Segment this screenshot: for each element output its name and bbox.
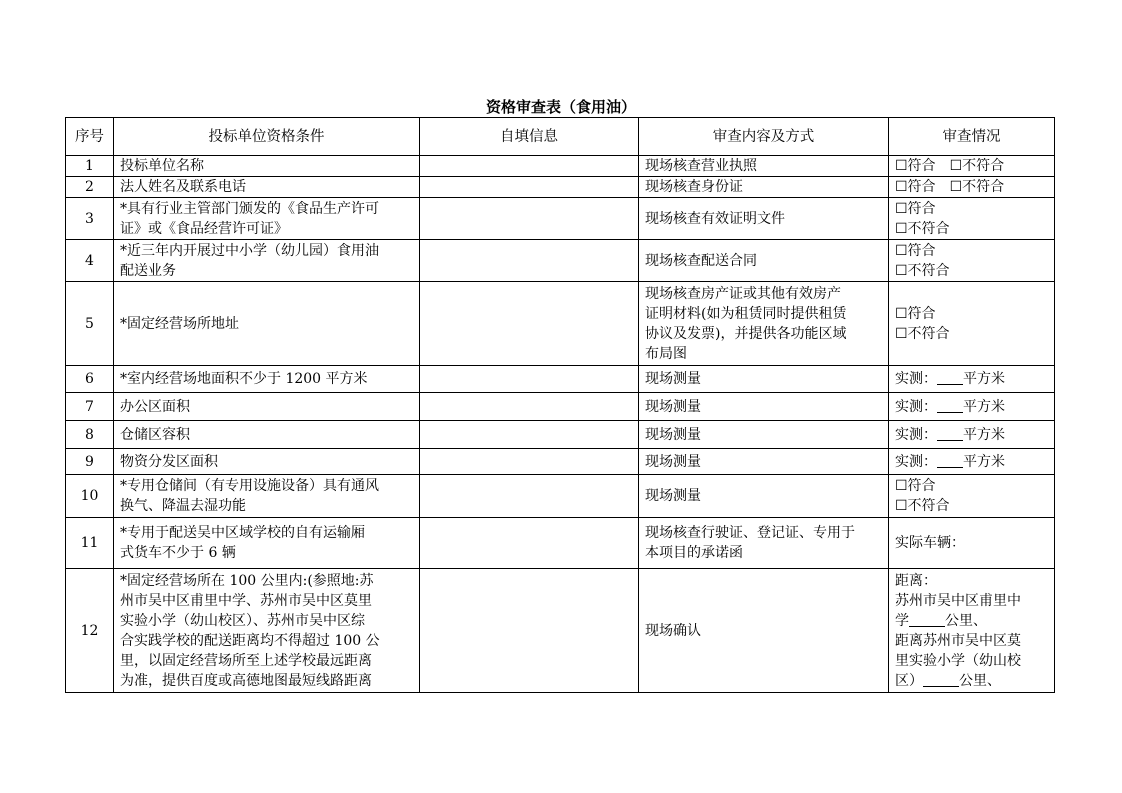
distance-cell: 距离： 苏州市吴中区甫里中 学 公里、 距离苏州市吴中区莫 里实验小学（幼山校 区） 公里、	[889, 569, 1055, 693]
row-no: 9	[66, 449, 114, 475]
self-fill-cell[interactable]	[420, 282, 639, 366]
row-no: 10	[66, 475, 114, 518]
header-row	[66, 118, 1055, 156]
table-row	[66, 198, 1055, 240]
not-conform-checkbox[interactable]: ☐不符合	[949, 158, 1005, 174]
row-condition: 办公区面积	[114, 393, 420, 421]
row-condition: *固定经营场所地址	[114, 282, 420, 366]
row-no: 8	[66, 421, 114, 449]
self-fill-cell[interactable]	[420, 518, 639, 569]
table-row	[66, 240, 1055, 282]
result-cell	[889, 449, 1055, 475]
row-no: 7	[66, 393, 114, 421]
row-condition: *具有行业主管部门颁发的《食品生产许可 证》或《食品经营许可证》	[114, 198, 420, 240]
row-method: 现场测量	[639, 449, 889, 475]
result-cell	[889, 156, 1055, 177]
row-condition: 投标单位名称	[114, 156, 420, 177]
vehicle-count-cell[interactable]: 实际车辆：	[889, 518, 1055, 569]
row-condition: 法人姓名及联系电话	[114, 177, 420, 198]
row-no: 12	[66, 569, 114, 693]
self-fill-cell[interactable]	[420, 393, 639, 421]
measure-label: 实测：	[895, 453, 937, 470]
row-condition: 仓储区容积	[114, 421, 420, 449]
distance-blank-2[interactable]	[923, 672, 959, 687]
header-self-fill: 自填信息	[420, 118, 639, 156]
conform-checkbox[interactable]: ☐符合	[895, 242, 936, 259]
measure-blank[interactable]	[937, 453, 963, 468]
measure-label: 实测：	[895, 371, 937, 387]
conform-checkbox[interactable]: ☐符合	[895, 158, 936, 174]
distance-blank-1[interactable]	[909, 612, 945, 627]
row-no: 2	[66, 177, 114, 198]
result-cell	[889, 475, 1055, 518]
conform-checkbox[interactable]: ☐符合	[895, 200, 936, 217]
self-fill-cell[interactable]	[420, 449, 639, 475]
not-conform-checkbox[interactable]: ☐不符合	[895, 498, 950, 514]
row-condition: *专用仓储间（有专用设施设备）具有通风 换气、降温去湿功能	[114, 475, 420, 518]
row-method: 现场确认	[639, 569, 889, 693]
row-method: 现场核查身份证	[639, 177, 889, 198]
header-result: 审查情况	[889, 118, 1055, 156]
row-method: 现场核查营业执照	[639, 156, 889, 177]
row-method: 现场测量	[639, 475, 889, 518]
row-method: 现场测量	[639, 366, 889, 393]
row-method: 现场测量	[639, 421, 889, 449]
measure-unit: 平方米	[963, 371, 1005, 387]
row-no: 6	[66, 366, 114, 393]
self-fill-cell[interactable]	[420, 569, 639, 693]
table-row	[66, 449, 1055, 475]
measure-label: 实测：	[895, 398, 937, 415]
not-conform-checkbox[interactable]: ☐不符合	[949, 179, 1005, 195]
row-method: 现场核查行驶证、登记证、专用于 本项目的承诺函	[639, 518, 889, 569]
row-condition: *室内经营场地面积不少于 1200 平方米	[114, 366, 420, 393]
header-condition: 投标单位资格条件	[114, 118, 420, 156]
not-conform-checkbox[interactable]: ☐不符合	[895, 262, 950, 279]
self-fill-cell[interactable]	[420, 198, 639, 240]
table-row	[66, 156, 1055, 177]
row-method: 现场核查有效证明文件	[639, 198, 889, 240]
row-condition: 物资分发区面积	[114, 449, 420, 475]
row-method: 现场测量	[639, 393, 889, 421]
measure-unit: 平方米	[963, 398, 1005, 415]
row-no: 1	[66, 156, 114, 177]
table-row	[66, 421, 1055, 449]
row-method: 现场核查房产证或其他有效房产 证明材料(如为租赁同时提供租赁 协议及发票)，并提供各功能区域 布局图	[639, 282, 889, 366]
measure-blank[interactable]	[937, 426, 963, 441]
table-row	[66, 366, 1055, 393]
measure-label: 实测：	[895, 426, 937, 443]
result-cell	[889, 282, 1055, 366]
self-fill-cell[interactable]	[420, 421, 639, 449]
row-no: 3	[66, 198, 114, 240]
self-fill-cell[interactable]	[420, 177, 639, 198]
header-method: 审查内容及方式	[639, 118, 889, 156]
result-cell	[889, 240, 1055, 282]
table-row	[66, 569, 1055, 693]
self-fill-cell[interactable]	[420, 240, 639, 282]
self-fill-cell[interactable]	[420, 366, 639, 393]
measure-blank[interactable]	[937, 398, 963, 413]
header-no: 序号	[66, 118, 114, 156]
row-no: 4	[66, 240, 114, 282]
measure-unit: 平方米	[963, 453, 1005, 470]
conform-checkbox[interactable]: ☐符合	[895, 179, 936, 195]
result-cell	[889, 421, 1055, 449]
self-fill-cell[interactable]	[420, 475, 639, 518]
table-row	[66, 475, 1055, 518]
row-method: 现场核查配送合同	[639, 240, 889, 282]
qualification-table	[65, 117, 1055, 693]
not-conform-checkbox[interactable]: ☐不符合	[895, 220, 950, 237]
row-no: 5	[66, 282, 114, 366]
not-conform-checkbox[interactable]: ☐不符合	[895, 325, 950, 342]
table-row	[66, 518, 1055, 569]
conform-checkbox[interactable]: ☐符合	[895, 305, 936, 322]
table-row	[66, 282, 1055, 366]
page-title: 资格审查表（食用油）	[485, 98, 636, 116]
result-cell	[889, 393, 1055, 421]
row-condition: *近三年内开展过中小学（幼儿园）食用油 配送业务	[114, 240, 420, 282]
row-no: 11	[66, 518, 114, 569]
row-condition: *专用于配送吴中区域学校的自有运输厢 式货车不少于 6 辆	[114, 518, 420, 569]
measure-blank[interactable]	[937, 370, 963, 385]
table-row	[66, 177, 1055, 198]
self-fill-cell[interactable]	[420, 156, 639, 177]
conform-checkbox[interactable]: ☐符合	[895, 478, 936, 494]
result-cell	[889, 198, 1055, 240]
row-condition: *固定经营场所在 100 公里内:(参照地:苏 州市吴中区甫里中学、苏州市吴中区莫里 实验小学（幼山校区）、苏州市吴中区综 合实践学校的配送距离均不得超过 100 公 里，以固定经营场所至上述学校最远距离 为准，提供百度或高德地图最短线路距离	[114, 569, 420, 693]
result-cell	[889, 366, 1055, 393]
result-cell	[889, 177, 1055, 198]
table-row	[66, 393, 1055, 421]
measure-unit: 平方米	[963, 426, 1005, 443]
